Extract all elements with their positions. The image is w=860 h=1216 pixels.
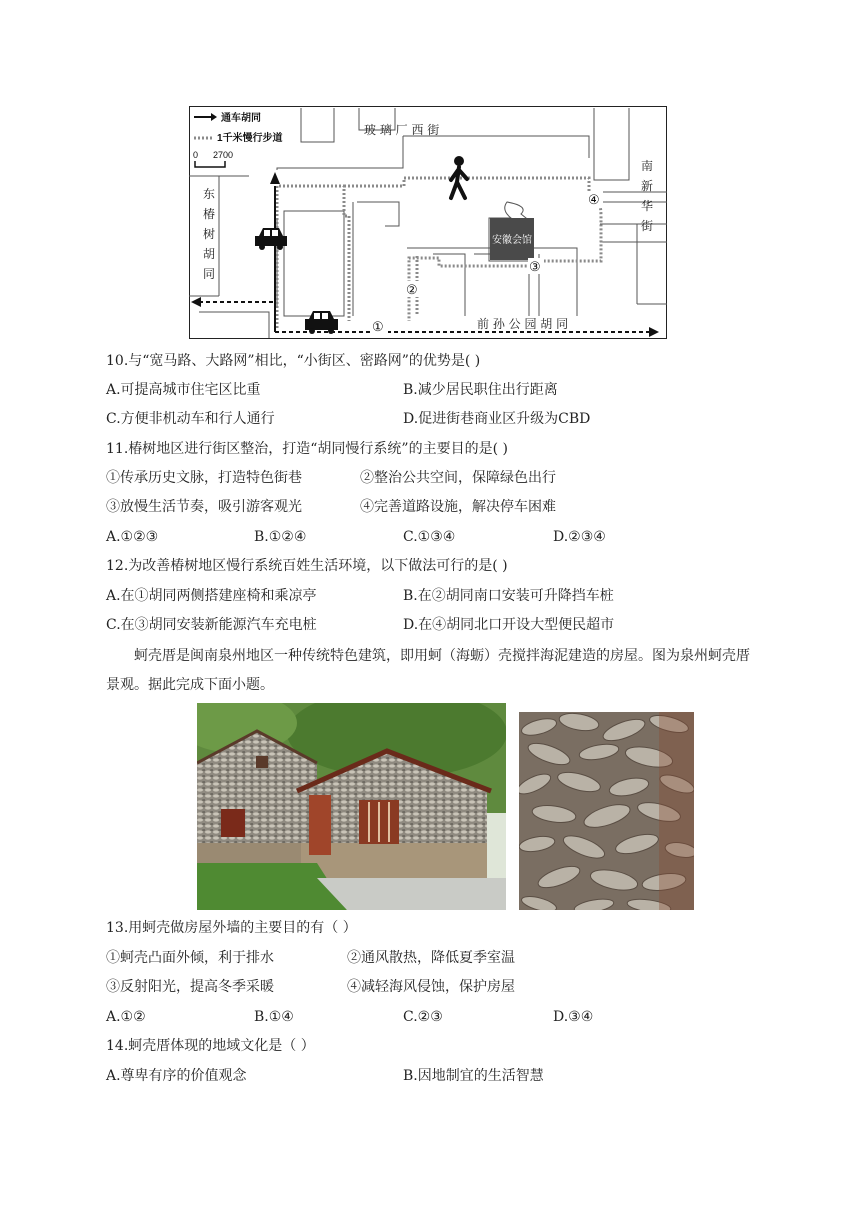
question-10-stem: 10.与“宽马路、大路网”相比，“小街区、密路网”的优势是( ) [106,353,481,369]
question-11-stem: 11.椿树地区进行街区整治，打造“胡同慢行系统”的主要目的是( ) [106,441,508,457]
oyster-shell-wall-closeup-photo [519,712,694,910]
question-13-option-b: B.①④ [254,1009,294,1025]
question-14-stem: 14.蚵壳厝体现的地域文化是（ ） [106,1038,315,1054]
question-13-option-a: A.①② [106,1009,146,1025]
scale-zero: 0 [193,150,199,160]
question-10-option-b: B.减少居民职住出行距离 [403,382,558,398]
svg-text:街: 街 [641,219,654,233]
building-label: 安徽会馆 [492,235,532,246]
svg-text:新: 新 [641,179,654,193]
svg-text:东: 东 [203,187,216,201]
question-12-option-a: A.在①胡同两侧搭建座椅和乘凉亭 [106,588,317,604]
legend-path-label: 1千米慢行步道 [217,133,283,144]
question-10-option-d: D.促进街巷商业区升级为CBD [403,411,591,427]
svg-text:胡: 胡 [203,247,216,261]
question-12-option-c: C.在③胡同安装新能源汽车充电桩 [106,617,317,633]
question-13-item-1: ①蚵壳凸面外倾，利于排水 [106,950,274,966]
question-12-option-d: D.在④胡同北口开设大型便民超市 [403,617,615,633]
question-13-stem: 13.用蚵壳做房屋外墙的主要目的有（ ） [106,920,357,936]
question-11-option-a: A.①②③ [106,529,159,545]
legend-road-label: 通车胡同 [221,113,261,124]
question-13-item-4: ④减轻海风侵蚀，保护房屋 [347,979,515,995]
question-13-option-c: C.②③ [403,1009,443,1025]
question-14-option-b: B.因地制宜的生活智慧 [403,1068,544,1084]
hutong-map [189,106,667,339]
question-11-item-2: ②整治公共空间，保障绿色出行 [360,470,556,486]
marker-2: ② [406,283,418,298]
question-11-item-1: ①传承历史文脉，打造特色街巷 [106,470,302,486]
svg-text:华: 华 [641,199,654,213]
question-14-option-a: A.尊卑有序的价值观念 [106,1068,247,1084]
passage-text: 蚵壳厝是闽南泉州地区一种传统特色建筑，即用蚵（海蛎）壳搅拌海泥建造的房屋。图为泉州蚵壳厝景观。据此完成下面小题。 [106,648,750,693]
question-12-option-b: B.在②胡同南口安装可升降挡车桩 [403,588,614,604]
svg-text:同: 同 [203,267,216,281]
marker-1: ① [372,320,384,335]
question-10-option-c: C.方便非机动车和行人通行 [106,411,275,427]
question-12-stem: 12.为改善椿树地区慢行系统百姓生活环境，以下做法可行的是( ) [106,558,508,574]
scale-value: 2700 [213,150,234,160]
question-13-item-2: ②通风散热，降低夏季室温 [347,950,515,966]
oyster-shell-house-photo [197,703,506,910]
question-10-option-a: A.可提高城市住宅区比重 [106,382,261,398]
marker-3: ③ [529,260,541,275]
question-11-item-4: ④完善道路设施，解决停车困难 [360,499,556,515]
street-bottom-label: 前 孙 公 园 胡 同 [477,317,569,331]
svg-text:树: 树 [203,227,216,241]
question-11-item-3: ③放慢生活节奏，吸引游客观光 [106,499,302,515]
question-13-option-d: D.③④ [553,1009,594,1025]
svg-text:南: 南 [641,159,654,173]
question-11-option-d: D.②③④ [553,529,606,545]
street-top-label: 玻 璃 厂 西 街 [364,123,440,137]
svg-text:椿: 椿 [203,207,216,221]
question-11-option-c: C.①③④ [403,529,456,545]
marker-4: ④ [588,193,600,208]
question-11-option-b: B.①②④ [254,529,307,545]
question-13-item-3: ③反射阳光，提高冬季采暖 [106,979,274,995]
